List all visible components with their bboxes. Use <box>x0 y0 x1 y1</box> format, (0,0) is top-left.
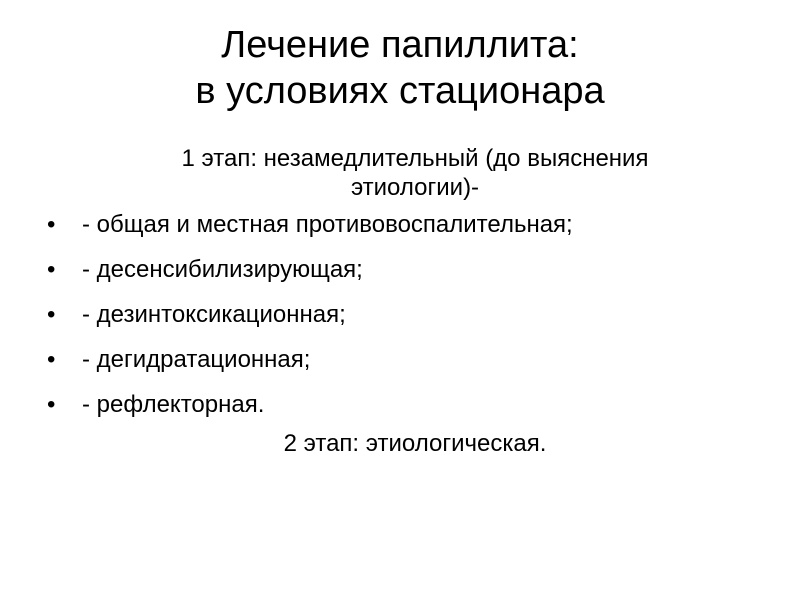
bullet-marker: • <box>47 391 56 418</box>
stage-1-line-2: этиологии)- <box>350 174 480 201</box>
stage-1-heading <box>40 144 770 202</box>
list-item <box>40 300 770 329</box>
list-item <box>40 255 770 284</box>
list-item-text: - десенсибилизирующая; <box>82 256 363 283</box>
bullet-marker: • <box>47 211 56 238</box>
stage-1-line-1: 1 этап: незамедлительный (до выяснения <box>181 145 649 172</box>
bullet-marker: • <box>47 301 56 328</box>
bullet-marker: • <box>47 256 56 283</box>
stage-2-heading: 2 этап: этиологическая. <box>283 430 547 457</box>
list-item-text: - общая и местная противовоспалительная; <box>82 211 573 238</box>
title-line-2: в условиях стационара <box>195 70 605 112</box>
list-item-text: - дегидратационная; <box>82 346 311 373</box>
list-item <box>40 390 770 419</box>
list-item <box>40 210 770 239</box>
list-item-text: - дезинтоксикационная; <box>82 301 346 328</box>
slide-body <box>40 144 770 458</box>
bullet-marker: • <box>47 346 56 373</box>
list-item-text: - рефлекторная. <box>82 391 265 418</box>
title-line-1: Лечение папиллита: <box>221 24 579 66</box>
treatment-list <box>40 210 770 419</box>
slide-title <box>0 22 800 114</box>
list-item <box>40 345 770 374</box>
